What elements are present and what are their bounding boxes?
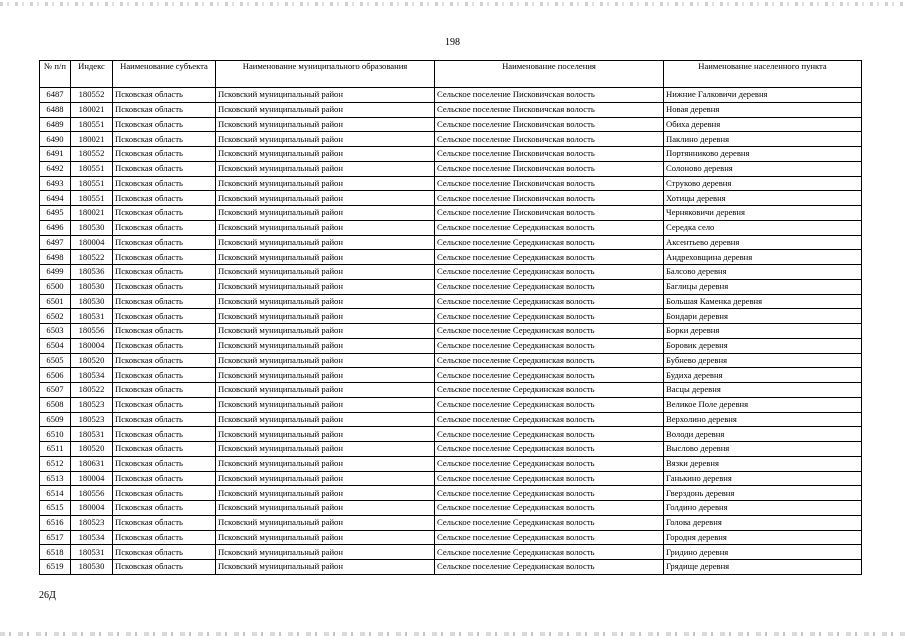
cell-settlement: Сельское поселение Середкинская волость bbox=[435, 353, 664, 368]
cell-number: 6493 bbox=[40, 176, 71, 191]
cell-locality: Черняковичи деревня bbox=[664, 206, 862, 221]
cell-locality: Середка село bbox=[664, 220, 862, 235]
cell-subject: Псковская область bbox=[113, 102, 216, 117]
cell-postal-index: 180534 bbox=[71, 368, 113, 383]
cell-subject: Псковская область bbox=[113, 206, 216, 221]
cell-number: 6491 bbox=[40, 147, 71, 162]
table-row bbox=[40, 161, 862, 176]
cell-municipality: Псковский муниципальный район bbox=[216, 309, 435, 324]
cell-number: 6506 bbox=[40, 368, 71, 383]
cell-locality: Струково деревня bbox=[664, 176, 862, 191]
cell-locality: Бубнево деревня bbox=[664, 353, 862, 368]
cell-number: 6517 bbox=[40, 530, 71, 545]
column-header-subject: Наименование субъекта bbox=[113, 61, 216, 88]
column-header-settlement: Наименование поселения bbox=[435, 61, 664, 88]
cell-municipality: Псковский муниципальный район bbox=[216, 235, 435, 250]
cell-municipality: Псковский муниципальный район bbox=[216, 442, 435, 457]
cell-number: 6513 bbox=[40, 471, 71, 486]
cell-locality: Гверздонь деревня bbox=[664, 486, 862, 501]
cell-subject: Псковская область bbox=[113, 132, 216, 147]
cell-settlement: Сельское поселение Середкинская волость bbox=[435, 471, 664, 486]
cell-locality: Аксентьево деревня bbox=[664, 235, 862, 250]
cell-subject: Псковская область bbox=[113, 294, 216, 309]
cell-subject: Псковская область bbox=[113, 530, 216, 545]
cell-postal-index: 180530 bbox=[71, 560, 113, 575]
cell-settlement: Сельское поселение Середкинская волость bbox=[435, 397, 664, 412]
cell-postal-index: 180523 bbox=[71, 412, 113, 427]
cell-settlement: Сельское поселение Середкинская волость bbox=[435, 545, 664, 560]
table-row bbox=[40, 117, 862, 132]
cell-subject: Псковская область bbox=[113, 176, 216, 191]
cell-subject: Псковская область bbox=[113, 147, 216, 162]
cell-municipality: Псковский муниципальный район bbox=[216, 294, 435, 309]
cell-subject: Псковская область bbox=[113, 412, 216, 427]
table-row bbox=[40, 515, 862, 530]
cell-settlement: Сельское поселение Середкинская волость bbox=[435, 486, 664, 501]
cell-number: 6489 bbox=[40, 117, 71, 132]
cell-number: 6516 bbox=[40, 515, 71, 530]
cell-postal-index: 180551 bbox=[71, 117, 113, 132]
cell-subject: Псковская область bbox=[113, 545, 216, 560]
table-row bbox=[40, 191, 862, 206]
settlements-table bbox=[39, 60, 862, 575]
cell-postal-index: 180536 bbox=[71, 265, 113, 280]
cell-municipality: Псковский муниципальный район bbox=[216, 191, 435, 206]
cell-number: 6495 bbox=[40, 206, 71, 221]
cell-subject: Псковская область bbox=[113, 456, 216, 471]
cell-postal-index: 180021 bbox=[71, 132, 113, 147]
cell-number: 6518 bbox=[40, 545, 71, 560]
table-row bbox=[40, 102, 862, 117]
cell-subject: Псковская область bbox=[113, 309, 216, 324]
cell-subject: Псковская область bbox=[113, 117, 216, 132]
cell-subject: Псковская область bbox=[113, 250, 216, 265]
cell-number: 6503 bbox=[40, 324, 71, 339]
cell-municipality: Псковский муниципальный район bbox=[216, 486, 435, 501]
cell-postal-index: 180530 bbox=[71, 220, 113, 235]
cell-settlement: Сельское поселение Середкинская волость bbox=[435, 515, 664, 530]
column-header-postal-index: Индекс bbox=[71, 61, 113, 88]
cell-number: 6487 bbox=[40, 88, 71, 103]
cell-municipality: Псковский муниципальный район bbox=[216, 102, 435, 117]
cell-settlement: Сельское поселение Середкинская волость bbox=[435, 412, 664, 427]
cell-locality: Большая Каменка деревня bbox=[664, 294, 862, 309]
cell-subject: Псковская область bbox=[113, 515, 216, 530]
cell-locality: Ганькино деревня bbox=[664, 471, 862, 486]
cell-settlement: Сельское поселение Середкинская волость bbox=[435, 456, 664, 471]
cell-postal-index: 180523 bbox=[71, 515, 113, 530]
cell-municipality: Псковский муниципальный район bbox=[216, 353, 435, 368]
table-row bbox=[40, 309, 862, 324]
cell-settlement: Сельское поселение Писковичская волость bbox=[435, 102, 664, 117]
cell-municipality: Псковский муниципальный район bbox=[216, 560, 435, 575]
cell-postal-index: 180004 bbox=[71, 235, 113, 250]
cell-postal-index: 180530 bbox=[71, 294, 113, 309]
cell-municipality: Псковский муниципальный район bbox=[216, 515, 435, 530]
cell-subject: Псковская область bbox=[113, 235, 216, 250]
cell-subject: Псковская область bbox=[113, 88, 216, 103]
page-number: 198 bbox=[445, 37, 460, 48]
cell-municipality: Псковский муниципальный район bbox=[216, 397, 435, 412]
table-row bbox=[40, 88, 862, 103]
cell-settlement: Сельское поселение Писковичская волость bbox=[435, 161, 664, 176]
scan-edge-artifact-bottom bbox=[0, 632, 905, 636]
cell-municipality: Псковский муниципальный район bbox=[216, 117, 435, 132]
cell-number: 6515 bbox=[40, 501, 71, 516]
cell-settlement: Сельское поселение Писковичская волость bbox=[435, 176, 664, 191]
cell-municipality: Псковский муниципальный район bbox=[216, 427, 435, 442]
cell-settlement: Сельское поселение Писковичская волость bbox=[435, 117, 664, 132]
cell-locality: Будиха деревня bbox=[664, 368, 862, 383]
cell-municipality: Псковский муниципальный район bbox=[216, 338, 435, 353]
cell-number: 6510 bbox=[40, 427, 71, 442]
cell-number: 6498 bbox=[40, 250, 71, 265]
cell-municipality: Псковский муниципальный район bbox=[216, 279, 435, 294]
cell-subject: Псковская область bbox=[113, 397, 216, 412]
cell-locality: Володи деревня bbox=[664, 427, 862, 442]
cell-number: 6502 bbox=[40, 309, 71, 324]
cell-postal-index: 180551 bbox=[71, 161, 113, 176]
table-row bbox=[40, 324, 862, 339]
cell-settlement: Сельское поселение Середкинская волость bbox=[435, 560, 664, 575]
cell-settlement: Сельское поселение Писковичская волость bbox=[435, 206, 664, 221]
table-row bbox=[40, 545, 862, 560]
cell-settlement: Сельское поселение Середкинская волость bbox=[435, 235, 664, 250]
cell-locality: Городня деревня bbox=[664, 530, 862, 545]
cell-municipality: Псковский муниципальный район bbox=[216, 250, 435, 265]
cell-number: 6494 bbox=[40, 191, 71, 206]
cell-postal-index: 180534 bbox=[71, 530, 113, 545]
cell-postal-index: 180021 bbox=[71, 102, 113, 117]
cell-municipality: Псковский муниципальный район bbox=[216, 412, 435, 427]
cell-settlement: Сельское поселение Середкинская волость bbox=[435, 530, 664, 545]
table-row bbox=[40, 560, 862, 575]
cell-locality: Боровик деревня bbox=[664, 338, 862, 353]
table-row bbox=[40, 265, 862, 280]
cell-settlement: Сельское поселение Середкинская волость bbox=[435, 442, 664, 457]
cell-number: 6508 bbox=[40, 397, 71, 412]
table-header-row bbox=[40, 61, 862, 88]
cell-locality: Голова деревня bbox=[664, 515, 862, 530]
table-row bbox=[40, 412, 862, 427]
cell-municipality: Псковский муниципальный район bbox=[216, 265, 435, 280]
cell-locality: Солоново деревня bbox=[664, 161, 862, 176]
table-row bbox=[40, 206, 862, 221]
cell-postal-index: 180523 bbox=[71, 397, 113, 412]
cell-municipality: Псковский муниципальный район bbox=[216, 324, 435, 339]
cell-locality: Верхолино деревня bbox=[664, 412, 862, 427]
column-header-locality: Наименование населенного пункта bbox=[664, 61, 862, 88]
cell-subject: Псковская область bbox=[113, 383, 216, 398]
cell-subject: Псковская область bbox=[113, 265, 216, 280]
cell-postal-index: 180522 bbox=[71, 250, 113, 265]
table-body bbox=[40, 88, 862, 575]
cell-municipality: Псковский муниципальный район bbox=[216, 206, 435, 221]
cell-locality: Васцы деревня bbox=[664, 383, 862, 398]
table-row bbox=[40, 383, 862, 398]
cell-locality: Великое Поле деревня bbox=[664, 397, 862, 412]
cell-number: 6509 bbox=[40, 412, 71, 427]
cell-subject: Псковская область bbox=[113, 501, 216, 516]
cell-municipality: Псковский муниципальный район bbox=[216, 132, 435, 147]
cell-postal-index: 180551 bbox=[71, 176, 113, 191]
table-header bbox=[40, 61, 862, 88]
cell-number: 6490 bbox=[40, 132, 71, 147]
cell-locality: Вязки деревня bbox=[664, 456, 862, 471]
cell-municipality: Псковский муниципальный район bbox=[216, 220, 435, 235]
cell-subject: Псковская область bbox=[113, 161, 216, 176]
cell-number: 6507 bbox=[40, 383, 71, 398]
cell-postal-index: 180552 bbox=[71, 88, 113, 103]
table-row bbox=[40, 220, 862, 235]
cell-postal-index: 180522 bbox=[71, 383, 113, 398]
table-row bbox=[40, 530, 862, 545]
cell-settlement: Сельское поселение Середкинская волость bbox=[435, 324, 664, 339]
cell-municipality: Псковский муниципальный район bbox=[216, 383, 435, 398]
table-row bbox=[40, 368, 862, 383]
cell-number: 6514 bbox=[40, 486, 71, 501]
cell-number: 6496 bbox=[40, 220, 71, 235]
cell-locality: Баглицы деревня bbox=[664, 279, 862, 294]
cell-number: 6488 bbox=[40, 102, 71, 117]
cell-settlement: Сельское поселение Середкинская волость bbox=[435, 338, 664, 353]
cell-locality: Паклино деревня bbox=[664, 132, 862, 147]
cell-postal-index: 180004 bbox=[71, 501, 113, 516]
cell-postal-index: 180631 bbox=[71, 456, 113, 471]
cell-postal-index: 180552 bbox=[71, 147, 113, 162]
cell-postal-index: 180530 bbox=[71, 279, 113, 294]
cell-municipality: Псковский муниципальный район bbox=[216, 368, 435, 383]
cell-number: 6500 bbox=[40, 279, 71, 294]
cell-postal-index: 180556 bbox=[71, 486, 113, 501]
cell-locality: Нижние Галковичи деревня bbox=[664, 88, 862, 103]
cell-number: 6504 bbox=[40, 338, 71, 353]
cell-settlement: Сельское поселение Середкинская волость bbox=[435, 501, 664, 516]
cell-postal-index: 180531 bbox=[71, 545, 113, 560]
table-row bbox=[40, 486, 862, 501]
cell-subject: Псковская область bbox=[113, 338, 216, 353]
table-row bbox=[40, 132, 862, 147]
cell-number: 6505 bbox=[40, 353, 71, 368]
column-header-municipality: Наименование муниципального образования bbox=[216, 61, 435, 88]
cell-subject: Псковская область bbox=[113, 486, 216, 501]
cell-settlement: Сельское поселение Середкинская волость bbox=[435, 250, 664, 265]
table-row bbox=[40, 279, 862, 294]
cell-postal-index: 180551 bbox=[71, 191, 113, 206]
cell-postal-index: 180004 bbox=[71, 471, 113, 486]
cell-locality: Гридино деревня bbox=[664, 545, 862, 560]
cell-locality: Портянниково деревня bbox=[664, 147, 862, 162]
cell-subject: Псковская область bbox=[113, 560, 216, 575]
cell-municipality: Псковский муниципальный район bbox=[216, 147, 435, 162]
cell-locality: Новая деревня bbox=[664, 102, 862, 117]
cell-locality: Андреховщина деревня bbox=[664, 250, 862, 265]
cell-number: 6497 bbox=[40, 235, 71, 250]
cell-postal-index: 180520 bbox=[71, 442, 113, 457]
cell-settlement: Сельское поселение Середкинская волость bbox=[435, 265, 664, 280]
cell-locality: Балсово деревня bbox=[664, 265, 862, 280]
cell-settlement: Сельское поселение Писковичская волость bbox=[435, 88, 664, 103]
table-row bbox=[40, 397, 862, 412]
table-row bbox=[40, 250, 862, 265]
cell-subject: Псковская область bbox=[113, 279, 216, 294]
table-row bbox=[40, 456, 862, 471]
table-row bbox=[40, 147, 862, 162]
cell-municipality: Псковский муниципальный район bbox=[216, 456, 435, 471]
cell-subject: Псковская область bbox=[113, 324, 216, 339]
cell-subject: Псковская область bbox=[113, 442, 216, 457]
cell-number: 6499 bbox=[40, 265, 71, 280]
table-row bbox=[40, 471, 862, 486]
cell-number: 6519 bbox=[40, 560, 71, 575]
cell-subject: Псковская область bbox=[113, 191, 216, 206]
cell-municipality: Псковский муниципальный район bbox=[216, 161, 435, 176]
column-header-number: № п/п bbox=[40, 61, 71, 88]
cell-number: 6511 bbox=[40, 442, 71, 457]
cell-subject: Псковская область bbox=[113, 471, 216, 486]
table-row bbox=[40, 442, 862, 457]
cell-subject: Псковская область bbox=[113, 353, 216, 368]
cell-settlement: Сельское поселение Середкинская волость bbox=[435, 368, 664, 383]
cell-settlement: Сельское поселение Писковичская волость bbox=[435, 191, 664, 206]
cell-locality: Выслово деревня bbox=[664, 442, 862, 457]
table-row bbox=[40, 338, 862, 353]
cell-settlement: Сельское поселение Середкинская волость bbox=[435, 309, 664, 324]
cell-postal-index: 180531 bbox=[71, 309, 113, 324]
cell-subject: Псковская область bbox=[113, 368, 216, 383]
cell-subject: Псковская область bbox=[113, 220, 216, 235]
cell-municipality: Псковский муниципальный район bbox=[216, 501, 435, 516]
scan-edge-artifact-top bbox=[0, 2, 905, 6]
cell-settlement: Сельское поселение Писковичская волость bbox=[435, 147, 664, 162]
cell-settlement: Сельское поселение Середкинская волость bbox=[435, 220, 664, 235]
cell-number: 6492 bbox=[40, 161, 71, 176]
cell-locality: Обиха деревня bbox=[664, 117, 862, 132]
table-row bbox=[40, 176, 862, 191]
cell-settlement: Сельское поселение Середкинская волость bbox=[435, 279, 664, 294]
cell-locality: Бондари деревня bbox=[664, 309, 862, 324]
cell-postal-index: 180004 bbox=[71, 338, 113, 353]
table-row bbox=[40, 294, 862, 309]
cell-settlement: Сельское поселение Середкинская волость bbox=[435, 294, 664, 309]
cell-settlement: Сельское поселение Середкинская волость bbox=[435, 383, 664, 398]
cell-municipality: Псковский муниципальный район bbox=[216, 471, 435, 486]
cell-municipality: Псковский муниципальный район bbox=[216, 530, 435, 545]
cell-settlement: Сельское поселение Середкинская волость bbox=[435, 427, 664, 442]
cell-locality: Борки деревня bbox=[664, 324, 862, 339]
cell-locality: Хотицы деревня bbox=[664, 191, 862, 206]
cell-number: 6512 bbox=[40, 456, 71, 471]
cell-municipality: Псковский муниципальный район bbox=[216, 176, 435, 191]
table-row bbox=[40, 353, 862, 368]
cell-subject: Псковская область bbox=[113, 427, 216, 442]
cell-postal-index: 180021 bbox=[71, 206, 113, 221]
sheet-code: 26Д bbox=[39, 590, 56, 601]
cell-municipality: Псковский муниципальный район bbox=[216, 88, 435, 103]
cell-number: 6501 bbox=[40, 294, 71, 309]
cell-municipality: Псковский муниципальный район bbox=[216, 545, 435, 560]
cell-postal-index: 180531 bbox=[71, 427, 113, 442]
table-row bbox=[40, 501, 862, 516]
cell-locality: Грядище деревня bbox=[664, 560, 862, 575]
cell-postal-index: 180520 bbox=[71, 353, 113, 368]
table-row bbox=[40, 235, 862, 250]
cell-settlement: Сельское поселение Писковичская волость bbox=[435, 132, 664, 147]
cell-locality: Голдино деревня bbox=[664, 501, 862, 516]
table-row bbox=[40, 427, 862, 442]
cell-postal-index: 180556 bbox=[71, 324, 113, 339]
